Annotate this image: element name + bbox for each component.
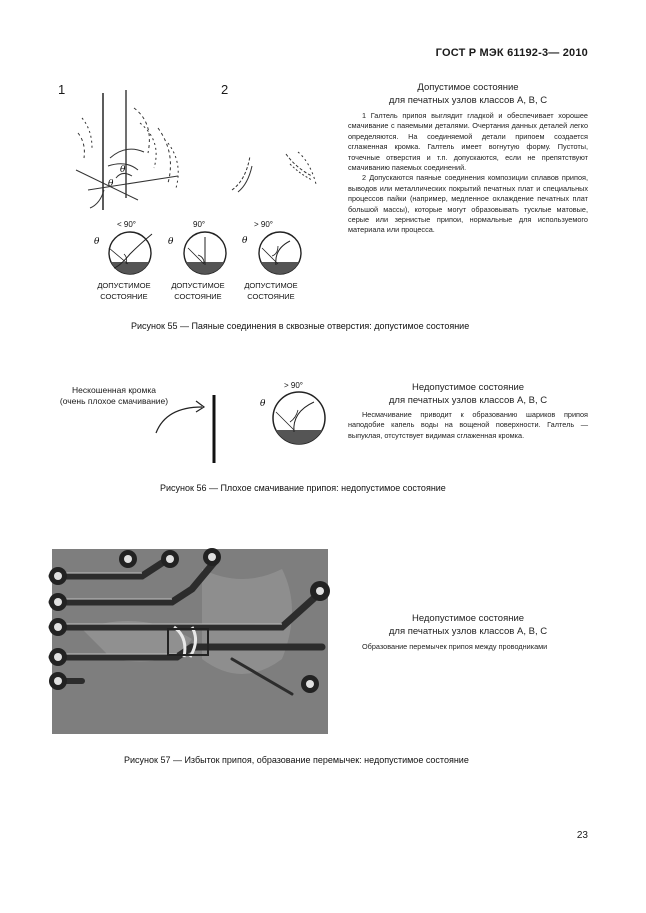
theta-symbol: θ: [94, 237, 100, 247]
figure-55-section-title: Допустимое состояние для печатных узлов классов А, В, С: [388, 82, 548, 106]
theta-symbol: θ: [242, 236, 248, 246]
figure-55-caption: Рисунок 55 — Паяные соединения в сквозные отверстия: допустимое состояние: [131, 321, 470, 331]
document-code-header: ГОСТ Р МЭК 61192-3— 2010: [435, 47, 588, 59]
wetting-circle-obtuse: [240, 228, 310, 278]
figure-55-label-1: 1: [58, 82, 66, 97]
paragraph: 2 Допускаются паяные соединения композиции сплавов припоя, выводов или металлических покрытий печатных плат и специальных процессов пайки (например, медленное охлаждение печатных плат большой массы), которые могут образовывать тусклые матовые, серые или зернистые припои, нормальные для используемого материала или процесса.: [348, 173, 588, 235]
non-beveled-edge-callout: Нескошенная кромка (очень плохое смачивание): [59, 385, 169, 406]
angle-label-greater-90: > 90°: [284, 381, 303, 390]
acceptable-label-2: ДОПУСТИМОЕ СОСТОЯНИЕ: [171, 281, 225, 301]
figure-57-caption: Рисунок 57 — Избыток припоя, образование перемычек: недопустимое состояние: [124, 755, 469, 765]
angle-label-less-90: < 90°: [117, 220, 136, 229]
fillet-sketch-1: [68, 88, 198, 213]
fillet-sketch-2: [228, 150, 323, 200]
theta-symbol: θ: [120, 165, 126, 175]
angle-label-greater-90: > 90°: [254, 220, 273, 229]
angle-label-90: 90°: [193, 220, 206, 229]
solder-bridge-photo: [52, 549, 328, 734]
callout-arrow-and-lead: [150, 395, 225, 465]
figure-55-description: [348, 111, 588, 236]
acceptable-label-3: ДОПУСТИМОЕ СОСТОЯНИЕ: [244, 281, 298, 301]
wetting-circle-right: [164, 228, 234, 278]
wetting-circle-non-wetting: [254, 388, 334, 448]
figure-56-description: [348, 410, 588, 441]
figure-56-section-title: Недопустимое состояние для печатных узлов классов А, В, С: [388, 382, 548, 406]
theta-symbol: θ: [108, 179, 114, 189]
theta-symbol: θ: [168, 237, 174, 247]
theta-symbol: θ: [260, 399, 266, 409]
figure-55-label-2: 2: [221, 82, 229, 97]
paragraph: 1 Галтель припоя выглядит гладкой и обеспечивает хорошее смачивание с паяемыми деталями. Очертания данных деталей легко определяются. На соединяемой детали припоем создается сглаженная кромка. Галтель имеет вогнутую форму. Пустоты, точечные отверстия и т.п. допускаются, если не препятствуют смачиванию паяемых соединений.: [348, 111, 588, 173]
figure-57-description: [348, 642, 588, 652]
paragraph: Образование перемычек припоя между проводниками: [362, 642, 548, 651]
page-number: 23: [576, 830, 588, 841]
paragraph: Несмачивание приводит к образованию шариков припоя наподобие капель воды на вощеной поверхности. Галтель — выпуклая, отсутствует видимая сглаженная кромка.: [348, 410, 588, 440]
wetting-circle-acute: [88, 228, 158, 278]
figure-57-section-title: Недопустимое состояние для печатных узлов классов А, В, С: [388, 613, 548, 637]
figure-56-caption: Рисунок 56 — Плохое смачивание припоя: недопустимое состояние: [160, 483, 446, 493]
acceptable-label-1: ДОПУСТИМОЕ СОСТОЯНИЕ: [97, 281, 151, 301]
